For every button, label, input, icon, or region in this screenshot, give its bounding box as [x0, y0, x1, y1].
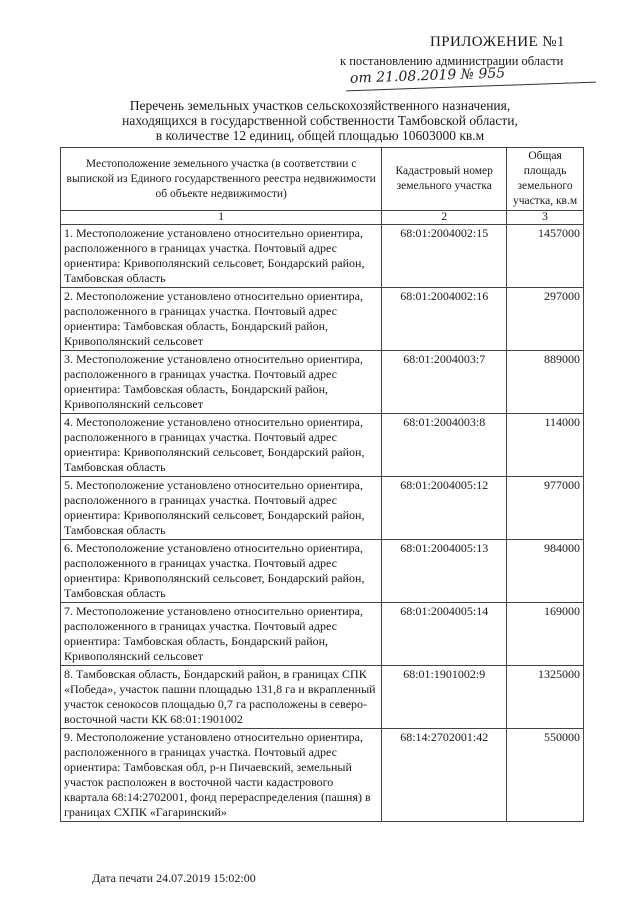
appendix-title: ПРИЛОЖЕНИЕ №1 — [430, 34, 565, 50]
table-row — [61, 729, 584, 822]
cell-area: 114000 — [507, 414, 584, 477]
table-header-row — [61, 148, 584, 211]
cell-location: 9. Местоположение установлено относительно ориентира, расположенного в границах участка. Почтовый адрес ориентира: Тамбовская обл, р-н Пичаевский, земельный участок расположен в восточной части кадастрового квартала 68:14:2702001, фонд перераспределения (пашня) в границах СХПК «Гагаринский» — [61, 729, 382, 822]
document-heading — [60, 98, 580, 143]
cell-cadastral: 68:14:2702001:42 — [382, 729, 507, 822]
column-header-location: Местоположение земельного участка (в соответствии с выпиской из Единого государственного реестра недвижимости об объекте недвижимости) — [61, 148, 382, 211]
cell-area: 889000 — [507, 351, 584, 414]
cell-area: 1325000 — [507, 666, 584, 729]
cell-location: 5. Местоположение установлено относительно ориентира, расположенного в границах участка. Почтовый адрес ориентира: Кривополянский сельсовет, Бондарский район, Тамбовская область — [61, 477, 382, 540]
table-row — [61, 540, 584, 603]
table-row — [61, 225, 584, 288]
print-date: Дата печати 24.07.2019 15:02:00 — [92, 871, 256, 885]
cell-cadastral: 68:01:2004003:8 — [382, 414, 507, 477]
table-row — [61, 666, 584, 729]
column-numbers-row — [61, 211, 584, 225]
column-header-area: Общая площадь земельного участка, кв.м — [507, 148, 584, 211]
cell-cadastral: 68:01:2004005:13 — [382, 540, 507, 603]
cell-location: 2. Местоположение установлено относительно ориентира, расположенного в границах участка. Почтовый адрес ориентира: Тамбовская область, Бондарский район, Кривополянский сельсовет — [61, 288, 382, 351]
heading-line-1: Перечень земельных участков сельскохозяйственного назначения, — [129, 98, 511, 113]
cell-area: 550000 — [507, 729, 584, 822]
cell-cadastral: 68:01:2004005:12 — [382, 477, 507, 540]
column-number: 1 — [61, 211, 382, 225]
cell-cadastral: 68:01:1901002:9 — [382, 666, 507, 729]
heading-line-3: в количестве 12 единиц, общей площадью 10603000 кв.м — [155, 128, 485, 143]
heading-line-2: находящихся в государственной собственности Тамбовской области, — [122, 113, 518, 128]
land-plots-table — [60, 147, 584, 822]
handwritten-date-number: от 21.08.2019 № 955 — [349, 65, 506, 87]
table-row — [61, 477, 584, 540]
cell-cadastral: 68:01:2004003:7 — [382, 351, 507, 414]
cell-location: 6. Местоположение установлено относительно ориентира, расположенного в границах участка. Почтовый адрес ориентира: Кривополянский сельсовет, Бондарский район, Тамбовская область — [61, 540, 382, 603]
column-header-cadastral: Кадастровый номер земельного участка — [382, 148, 507, 211]
table-row — [61, 288, 584, 351]
cell-location: 8. Тамбовская область, Бондарский район, в границах СПК «Победа», участок пашни площадью 131,8 га и вкрапленный участок сенокосов площадью 0,7 га расположены в северо-восточной части КК 68:01:1901002 — [61, 666, 382, 729]
column-number: 3 — [507, 211, 584, 225]
table-row — [61, 414, 584, 477]
table-row — [61, 603, 584, 666]
cell-location: 4. Местоположение установлено относительно ориентира, расположенного в границах участка. Почтовый адрес ориентира: Кривополянский сельсовет, Бондарский район, Тамбовская область — [61, 414, 382, 477]
cell-area: 297000 — [507, 288, 584, 351]
cell-area: 977000 — [507, 477, 584, 540]
cell-location: 7. Местоположение установлено относительно ориентира, расположенного в границах участка. Почтовый адрес ориентира: Тамбовская область, Бондарский район, Кривополянский сельсовет — [61, 603, 382, 666]
cell-cadastral: 68:01:2004002:15 — [382, 225, 507, 288]
column-number: 2 — [382, 211, 507, 225]
table-row — [61, 351, 584, 414]
cell-cadastral: 68:01:2004005:14 — [382, 603, 507, 666]
cell-location: 3. Местоположение установлено относительно ориентира, расположенного в границах участка. Почтовый адрес ориентира: Тамбовская область, Бондарский район, Кривополянский сельсовет — [61, 351, 382, 414]
cell-area: 1457000 — [507, 225, 584, 288]
cell-area: 169000 — [507, 603, 584, 666]
cell-location: 1. Местоположение установлено относительно ориентира, расположенного в границах участка. Почтовый адрес ориентира: Кривополянский сельсовет, Бондарский район, Тамбовская область — [61, 225, 382, 288]
cell-cadastral: 68:01:2004002:16 — [382, 288, 507, 351]
cell-area: 984000 — [507, 540, 584, 603]
appendix-subtitle: к постановлению администрации области — [340, 54, 564, 68]
